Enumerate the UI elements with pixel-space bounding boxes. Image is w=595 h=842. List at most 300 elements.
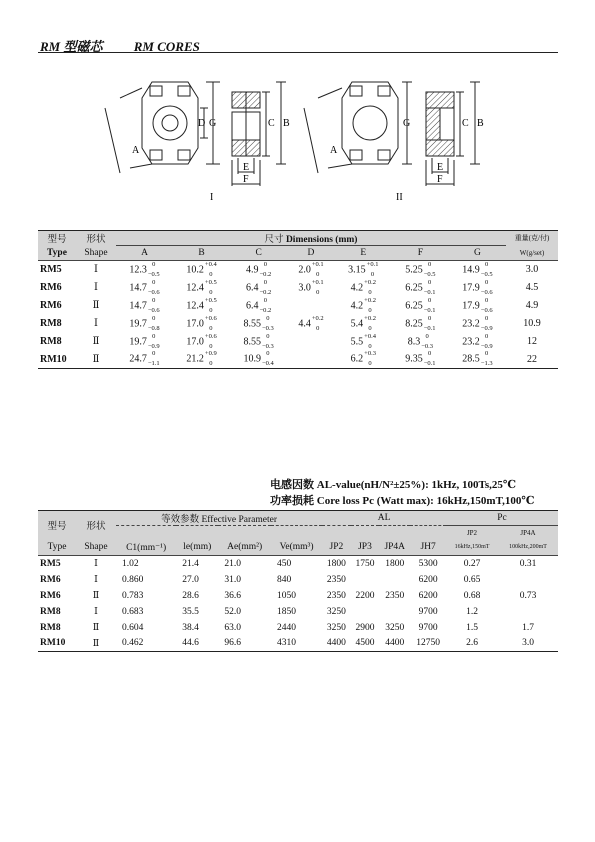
pc-col-jp2: JP2 xyxy=(466,528,478,537)
header-rule xyxy=(38,52,558,53)
fig1-label-e: E xyxy=(243,162,250,173)
dim-value: 4.2 xyxy=(350,299,364,311)
table-row xyxy=(38,333,558,351)
tol-upper: +0.5 xyxy=(204,278,217,286)
dim-value: 6.2 xyxy=(350,353,364,365)
row-type: RM5 xyxy=(40,264,62,276)
eff-group-header xyxy=(116,511,322,526)
fig2-label-a: A xyxy=(330,145,338,156)
row-weight: 4.5 xyxy=(525,282,539,293)
tol-upper: 0 xyxy=(152,350,156,358)
row-weight: 10.9 xyxy=(523,318,541,329)
dim-tolerance xyxy=(261,314,274,332)
tol-lower: −0.4 xyxy=(261,360,274,368)
dim-value: 2.0 xyxy=(298,264,311,276)
row-shape: Ⅱ xyxy=(92,336,100,347)
table-row xyxy=(38,588,558,604)
dim-tolerance xyxy=(423,278,436,296)
param-cell: 4310 xyxy=(277,638,296,649)
param-cell: 12750 xyxy=(416,638,440,649)
dim-value: 9.35 xyxy=(405,353,423,365)
dim-cell-d xyxy=(287,315,335,333)
dim-value: 23.2 xyxy=(462,335,480,347)
param-cell: 0.860 xyxy=(122,574,144,585)
param-cell: 38.4 xyxy=(182,622,199,633)
tol-upper: 0 xyxy=(485,260,489,268)
param-cell: 1.2 xyxy=(466,606,478,617)
dim-tolerance xyxy=(480,260,493,278)
dim-tolerance xyxy=(364,314,376,332)
fig1-label-g: G xyxy=(209,118,217,129)
param-cell: 0.31 xyxy=(519,558,537,569)
col-weight-en: W(g/set) xyxy=(519,248,545,257)
dim-tolerance xyxy=(311,278,324,296)
dim-tolerance xyxy=(204,296,217,314)
dim-cell-c xyxy=(230,297,287,315)
dim-cell-g xyxy=(449,261,506,279)
fig1-side-view xyxy=(232,82,286,186)
param-cell xyxy=(379,572,410,588)
tol-upper: 0 xyxy=(263,278,267,286)
dim-value: 17.9 xyxy=(462,281,480,293)
table-row xyxy=(38,261,558,279)
dim-value: 10.9 xyxy=(243,353,261,365)
dim-value: 4.9 xyxy=(245,264,259,276)
tol-upper: +0.1 xyxy=(311,260,324,268)
table-row xyxy=(38,604,558,620)
param-cell: 6200 xyxy=(418,574,438,585)
dim-cell-a xyxy=(116,261,173,279)
tol-lower: 0 xyxy=(368,306,372,314)
dim-cell-a xyxy=(116,297,173,315)
table-row xyxy=(38,636,558,652)
dim-cell-b xyxy=(173,351,230,369)
tol-lower: −0.9 xyxy=(480,342,493,350)
param-cell: 6200 xyxy=(418,590,438,601)
param-cell: 3250 xyxy=(326,622,346,633)
dim-value: 5.25 xyxy=(405,264,423,276)
param-cell: 2350 xyxy=(326,574,346,585)
col-c: C xyxy=(255,248,262,258)
dim-value: 19.7 xyxy=(129,335,147,347)
dim-cell-a xyxy=(116,351,173,369)
tol-upper: +0.2 xyxy=(364,314,376,322)
col-f: F xyxy=(417,248,423,258)
tol-upper: +0.1 xyxy=(311,278,324,286)
tol-upper: +0.3 xyxy=(364,350,376,358)
tol-upper: 0 xyxy=(485,332,489,340)
col-a: A xyxy=(141,248,148,258)
dim-cell-b xyxy=(173,261,230,279)
dim-tolerance xyxy=(147,278,160,296)
row-type: RM6 xyxy=(40,282,62,293)
tol-upper: 0 xyxy=(152,278,156,286)
dim-value: 6.4 xyxy=(245,299,259,311)
tol-lower: −0.6 xyxy=(480,306,493,314)
param-cell: 4500 xyxy=(355,638,375,649)
param-cell: 36.6 xyxy=(224,590,241,601)
param-cell: 9700 xyxy=(418,606,438,617)
dim-tolerance xyxy=(364,352,376,366)
title-cn: RM 型磁芯 xyxy=(40,39,103,54)
dim-tolerance xyxy=(147,332,160,350)
param-cell: 2440 xyxy=(277,622,296,633)
param-cell: 27.0 xyxy=(182,574,199,585)
dim-tolerance xyxy=(423,260,436,278)
param-cell: 0.783 xyxy=(122,590,144,601)
dim-tolerance xyxy=(311,260,324,278)
dim-value: 12.4 xyxy=(186,281,204,293)
dim-cell-g xyxy=(449,279,506,297)
dim-cell-f xyxy=(392,279,449,297)
dim-tolerance xyxy=(204,260,217,278)
dims-group-header xyxy=(116,231,506,246)
tol-lower: −0.3 xyxy=(261,342,274,350)
dim-cell-d xyxy=(287,261,335,279)
dim-value: 14.7 xyxy=(129,281,147,293)
tol-upper: +0.2 xyxy=(364,278,376,286)
dim-tolerance xyxy=(259,296,272,314)
row-shape: Ⅱ xyxy=(92,638,100,649)
dim-cell-e xyxy=(335,261,392,279)
dim-value: 12.4 xyxy=(186,299,204,311)
p-col-jh7: JH7 xyxy=(420,542,436,553)
dim-tolerance xyxy=(480,314,493,332)
tol-upper: 0 xyxy=(425,332,429,340)
param-cell: 3.0 xyxy=(522,638,534,649)
param-cell: 9700 xyxy=(418,622,438,633)
col-e: E xyxy=(360,248,367,258)
tol-lower: −0.2 xyxy=(259,270,272,278)
tol-upper: 0 xyxy=(152,314,156,322)
tol-lower: −0.5 xyxy=(147,270,160,278)
dim-value: 28.5 xyxy=(462,353,480,365)
dimensions-table xyxy=(38,230,558,369)
row-type: RM8 xyxy=(40,606,61,617)
fig2-label-e: E xyxy=(437,162,444,173)
pc-condition: 功率损耗 Core loss Pc (Watt max): 16kHz,150mT,100℃ xyxy=(270,495,535,507)
row-shape: Ⅰ xyxy=(94,318,98,329)
row-shape: Ⅰ xyxy=(94,282,98,293)
tol-lower: 0 xyxy=(209,270,213,278)
dim-tolerance xyxy=(261,332,274,350)
row-shape: Ⅰ xyxy=(94,559,98,570)
tol-upper: 0 xyxy=(266,332,270,340)
table-row xyxy=(38,279,558,297)
tol-lower: −0.1 xyxy=(423,306,436,314)
param-cell: 21.4 xyxy=(182,558,199,569)
param-cell: 31.0 xyxy=(224,574,241,585)
dim-tolerance xyxy=(204,314,217,332)
dim-cell-c xyxy=(230,261,287,279)
param-cell: 4400 xyxy=(385,638,405,649)
row-shape: Ⅱ xyxy=(92,353,100,365)
dim-value: 12.3 xyxy=(129,264,147,276)
col-type-en: Type xyxy=(47,247,67,258)
param-cell: 28.6 xyxy=(182,590,199,601)
p-col-ae: Ae(mm²) xyxy=(227,542,263,553)
p-col-jp4a: JP4A xyxy=(384,542,406,553)
dim-tolerance xyxy=(423,314,436,332)
dim-tolerance xyxy=(424,352,436,366)
tol-upper: +0.4 xyxy=(364,332,376,340)
param-cell: 63.0 xyxy=(224,622,241,633)
eff-cn: 等效参数 xyxy=(161,515,200,525)
param-cell: 0.73 xyxy=(519,590,537,601)
param-cell: 1.7 xyxy=(522,622,534,633)
p-col-shape-cn: 形状 xyxy=(86,522,106,533)
fig2-top-view xyxy=(304,82,412,173)
row-type: RM8 xyxy=(40,336,62,347)
tol-lower: 0 xyxy=(209,360,213,368)
fig2-label-g: G xyxy=(403,118,411,129)
tol-lower: 0 xyxy=(316,270,320,278)
col-weight-cn: 重量(克/付) xyxy=(514,234,550,243)
row-shape: Ⅱ xyxy=(92,591,100,601)
dim-value: 23.2 xyxy=(462,317,480,329)
dim-value: 8.25 xyxy=(405,317,423,329)
tol-lower: −0.8 xyxy=(147,324,160,332)
table-row xyxy=(38,315,558,333)
fig1-label-c: C xyxy=(268,118,275,129)
param-cell: 21.0 xyxy=(224,558,241,569)
dim-cell-e xyxy=(335,351,392,369)
dim-value: 17.0 xyxy=(186,317,204,329)
dim-cell-g xyxy=(449,315,506,333)
tol-upper: 0 xyxy=(485,350,489,358)
row-shape: Ⅱ xyxy=(92,300,100,311)
row-shape: Ⅰ xyxy=(94,575,98,585)
param-cell xyxy=(351,604,380,620)
tol-lower: −0.5 xyxy=(480,270,493,278)
dim-cell-d xyxy=(287,279,335,297)
tol-lower: −0.6 xyxy=(147,288,160,296)
fig1-label-b: B xyxy=(283,118,290,129)
dim-cell-g xyxy=(449,333,506,351)
p-col-jp3: JP3 xyxy=(358,542,372,553)
tol-upper: +0.5 xyxy=(204,296,217,304)
dim-cell-f xyxy=(392,351,449,369)
fig2-label-c: C xyxy=(462,118,469,129)
row-weight: 12 xyxy=(527,336,537,347)
param-cell: 2200 xyxy=(355,590,375,601)
param-cell: 1.02 xyxy=(122,558,139,569)
dim-tolerance xyxy=(311,314,324,332)
param-cell: 0.65 xyxy=(463,574,481,585)
dim-cell-b xyxy=(173,315,230,333)
tol-lower: 0 xyxy=(368,342,372,350)
dim-value: 4.2 xyxy=(350,281,364,293)
param-cell: 35.5 xyxy=(182,606,199,617)
tol-upper: 0 xyxy=(427,296,432,304)
param-cell: 0.683 xyxy=(122,606,144,617)
dim-cell-a xyxy=(116,333,173,351)
dim-cell-f xyxy=(392,315,449,333)
dims-cn: 尺寸 xyxy=(264,235,284,245)
tol-lower: 0 xyxy=(209,306,213,314)
tol-lower: −0.6 xyxy=(480,288,493,296)
p-col-type-cn: 型号 xyxy=(47,522,67,533)
param-cell: 0.462 xyxy=(122,638,144,649)
dim-tolerance xyxy=(262,352,274,366)
dim-tolerance xyxy=(205,352,217,366)
dims-en: Dimensions (mm) xyxy=(285,235,358,245)
param-body xyxy=(38,556,558,652)
tol-lower: −0.9 xyxy=(147,342,160,350)
p-col-c1: C1(mm⁻¹) xyxy=(126,542,167,553)
dim-tolerance xyxy=(148,352,160,366)
tol-lower: 0 xyxy=(209,324,213,332)
fig2-side-view xyxy=(426,82,480,186)
table-row xyxy=(38,297,558,315)
tol-lower: −0.5 xyxy=(423,270,436,278)
param-cell: 3250 xyxy=(326,606,346,617)
tol-lower: 0 xyxy=(368,360,372,368)
dim-cell-e xyxy=(335,297,392,315)
tol-lower: −0.3 xyxy=(421,342,433,350)
param-cell xyxy=(498,572,558,588)
row-weight: 22 xyxy=(527,353,537,365)
tol-lower: −0.6 xyxy=(147,306,160,314)
table-row xyxy=(38,572,558,588)
param-cell: 1050 xyxy=(277,590,296,601)
fig1-label-d: D xyxy=(198,118,206,129)
dim-cell-c xyxy=(230,333,287,351)
fig1-label-a: A xyxy=(132,145,140,156)
dim-cell-b xyxy=(173,279,230,297)
param-cell: 2350 xyxy=(385,590,405,601)
tol-upper: 0 xyxy=(266,314,270,322)
col-type-cn: 型号 xyxy=(47,235,67,246)
col-b: B xyxy=(198,248,205,258)
dim-cell-f xyxy=(392,297,449,315)
fig1-caption: I xyxy=(210,192,214,203)
dim-tolerance xyxy=(366,260,379,278)
param-cell: 3250 xyxy=(385,622,405,633)
tol-lower: 0 xyxy=(209,288,213,296)
dim-cell-b xyxy=(173,297,230,315)
p-col-ve: Ve(mm³) xyxy=(279,542,314,553)
dim-value: 6.25 xyxy=(405,299,423,311)
param-cell: 2.6 xyxy=(466,638,478,649)
param-cell: 1800 xyxy=(385,558,405,569)
tol-upper: 0 xyxy=(485,296,489,304)
col-shape-cn: 形状 xyxy=(86,235,106,246)
dim-cell-g xyxy=(449,297,506,315)
tol-upper: +0.1 xyxy=(366,260,379,268)
p-col-type-en: Type xyxy=(47,542,67,553)
tol-upper: 0 xyxy=(427,350,432,358)
param-cell xyxy=(498,604,558,620)
tol-lower: 0 xyxy=(209,342,213,350)
dim-tolerance xyxy=(364,332,376,350)
dim-value: 4.4 xyxy=(298,317,311,329)
tol-upper: +0.2 xyxy=(364,296,376,304)
tol-upper: 0 xyxy=(152,332,156,340)
row-type: RM6 xyxy=(40,574,61,585)
parameter-table xyxy=(38,510,558,652)
dim-cell-e xyxy=(335,333,392,351)
dims-body xyxy=(38,261,558,369)
col-shape-en: Shape xyxy=(84,247,108,258)
param-cell: 0.27 xyxy=(463,558,481,569)
al-group-header: AL xyxy=(322,511,446,526)
core-drawing xyxy=(90,68,490,208)
tol-upper: 0 xyxy=(427,260,432,268)
row-type: RM10 xyxy=(40,353,67,365)
param-cell xyxy=(351,572,380,588)
row-shape: Ⅱ xyxy=(92,623,100,633)
tol-lower: −0.9 xyxy=(480,324,493,332)
dim-tolerance xyxy=(147,296,160,314)
param-cell: 1850 xyxy=(277,606,296,617)
dim-cell-e xyxy=(335,279,392,297)
table-row xyxy=(38,556,558,572)
tol-lower: 0 xyxy=(316,324,320,332)
pc-col-jp4a: JP4A xyxy=(520,528,536,537)
fig2-label-b: B xyxy=(477,118,484,129)
row-type: RM5 xyxy=(40,558,61,569)
dim-cell-d xyxy=(287,333,335,351)
tol-upper: +0.6 xyxy=(204,314,217,322)
dim-value: 17.9 xyxy=(462,299,480,311)
dim-value: 8.3 xyxy=(407,335,421,347)
pc-group-header: Pc xyxy=(446,511,558,526)
dim-cell-c xyxy=(230,279,287,297)
row-type: RM6 xyxy=(40,300,62,311)
tol-lower: −1.3 xyxy=(480,360,493,368)
table-row xyxy=(38,351,558,369)
dim-value: 21.2 xyxy=(186,353,204,365)
row-weight: 4.9 xyxy=(525,300,539,311)
tol-upper: 0 xyxy=(427,278,432,286)
dim-value: 14.9 xyxy=(462,264,480,276)
dim-cell-a xyxy=(116,279,173,297)
tol-lower: −1.1 xyxy=(147,360,160,368)
row-weight: 3.0 xyxy=(525,264,539,276)
param-cell: 2900 xyxy=(355,622,375,633)
dim-value: 8.55 xyxy=(243,317,261,329)
param-cell: 96.6 xyxy=(224,638,241,649)
tol-upper: +0.2 xyxy=(311,314,324,322)
param-cell: 0.68 xyxy=(463,590,481,601)
dim-cell-c xyxy=(230,351,287,369)
param-cell: 1750 xyxy=(355,558,375,569)
eff-en: Effective Parameter xyxy=(201,515,278,525)
dim-tolerance xyxy=(204,332,217,350)
param-cell: 52.0 xyxy=(224,606,241,617)
dim-tolerance xyxy=(364,296,376,314)
tol-upper: +0.6 xyxy=(204,332,217,340)
dim-value: 5.4 xyxy=(350,317,364,329)
pc-cond-1: 16kHz,150mT xyxy=(454,544,490,551)
row-shape: Ⅰ xyxy=(94,607,98,617)
dim-value: 14.7 xyxy=(129,299,147,311)
tol-upper: 0 xyxy=(152,296,156,304)
dim-tolerance xyxy=(147,260,160,278)
param-cell xyxy=(379,604,410,620)
row-shape: Ⅰ xyxy=(94,264,98,276)
dim-cell-d xyxy=(287,297,335,315)
dim-value: 6.25 xyxy=(405,281,423,293)
param-cell: 4400 xyxy=(326,638,346,649)
row-type: RM8 xyxy=(40,318,62,329)
tol-lower: −0.1 xyxy=(423,288,436,296)
tol-upper: +0.4 xyxy=(204,260,217,268)
fig2-label-f: F xyxy=(437,174,443,185)
tol-lower: 0 xyxy=(368,288,372,296)
dim-value: 3.15 xyxy=(348,264,366,276)
